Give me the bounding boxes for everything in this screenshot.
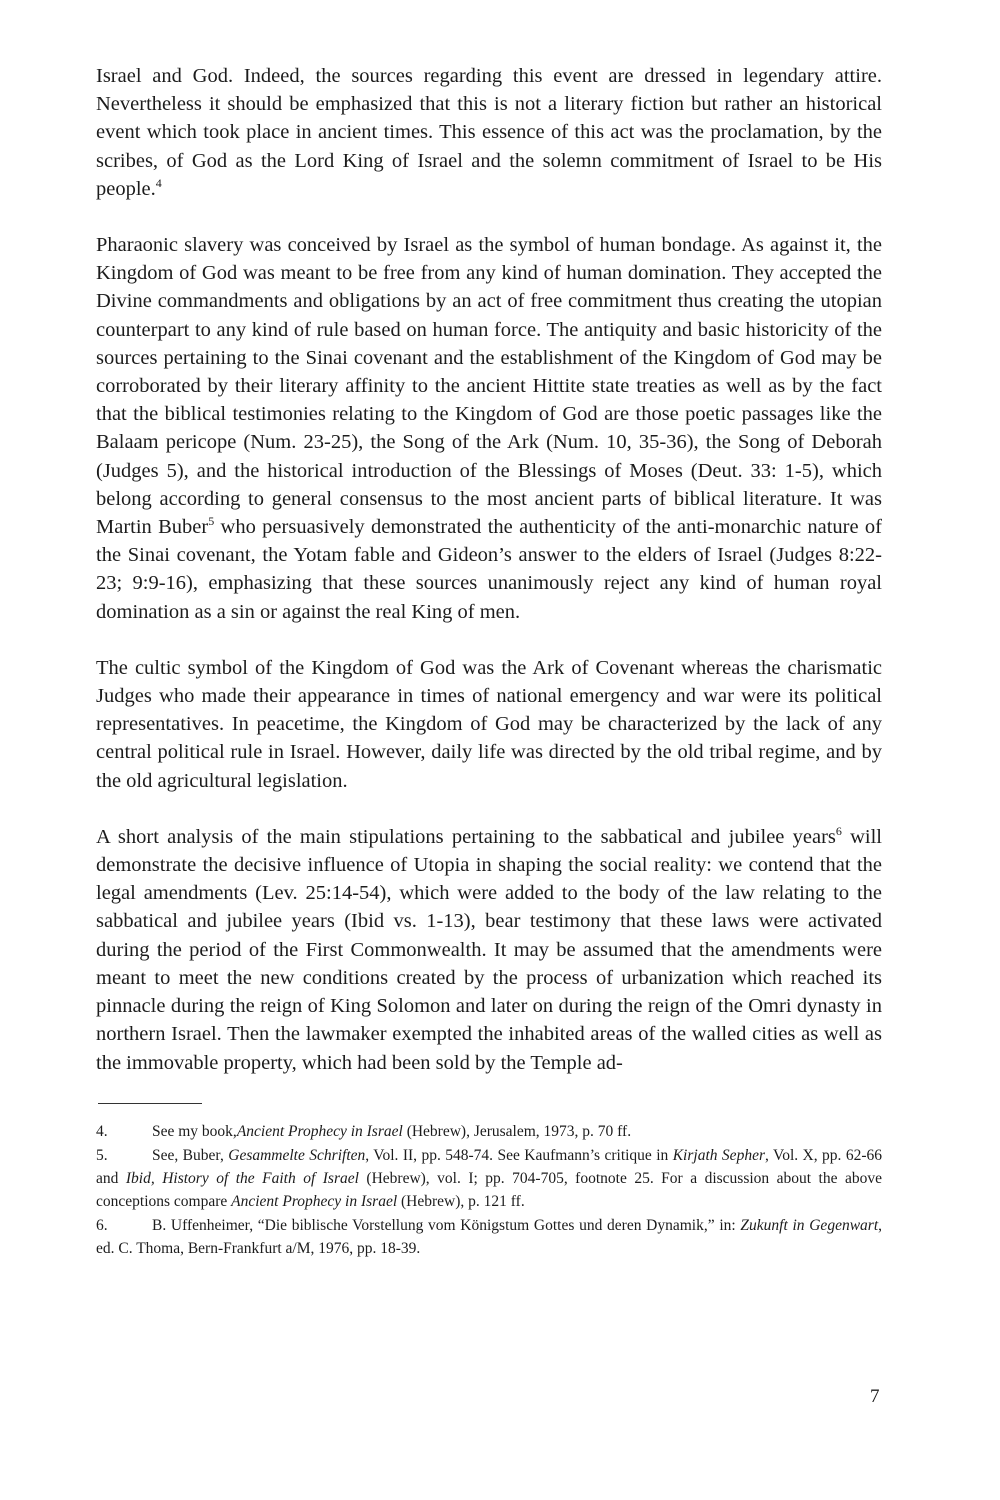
footnote-divider — [98, 1103, 202, 1104]
footnote-text: , ed. C. Thoma, Bern-Frankfurt a/M, 1976, pp. 18-39. — [96, 1216, 882, 1257]
footnote-title: Zukunft in Gegenwart — [740, 1216, 879, 1234]
footnote-number: 4. — [96, 1122, 108, 1140]
footnote-text: See my book, — [152, 1122, 237, 1140]
footnote-title: Gesammelte Schriften — [228, 1146, 366, 1164]
footnote-text: , Vol. II, pp. 548-74. See Kaufmann’s critique in — [365, 1146, 673, 1164]
paragraph-3 — [96, 654, 882, 795]
footnote-ref-6[interactable]: 6 — [835, 824, 842, 839]
footnotes — [96, 1120, 882, 1260]
footnote-title: Ibid, History of the Faith of Israel — [125, 1169, 359, 1187]
footnote-title: Ancient Prophecy in Israel — [231, 1192, 398, 1210]
footnote-text: B. Uffenheimer, “Die biblische Vorstellung vom Königstum Gottes und deren Dynamik,” in: — [152, 1216, 741, 1234]
footnote-text: (Hebrew), vol. I; pp. 704-705, footnote 25. For a discussion about the above conceptions compare — [96, 1169, 882, 1210]
paragraph-4 — [96, 823, 882, 1077]
page-number: 7 — [870, 1386, 880, 1407]
page-content — [96, 62, 882, 1261]
footnote-4 — [96, 1120, 882, 1143]
paragraph-4-text-a: A short analysis of the main stipulations pertaining to the sabbatical and jubilee years — [96, 825, 836, 848]
paragraph-3-text: The cultic symbol of the Kingdom of God was the Ark of Covenant whereas the charismatic Judges who made their appearance in times of national emergency and war were its political representatives. In peacetime, the Kingdom of God may be characterized by the lack of any central political rule in Israel. However, daily life was directed by the old tribal regime, and by the old agricultural legislation. — [96, 656, 882, 792]
footnote-text: See, Buber, — [152, 1146, 229, 1164]
paragraph-1 — [96, 62, 882, 203]
paragraph-2-text-a: Pharaonic slavery was conceived by Israel as the symbol of human bondage. As against it, the Kingdom of God was meant to be free from any kind of human domination. They accepted the Divine commandments and obligations by an act of free commitment thus creating the utopian counterpart to any kind of rule based on human force. The antiquity and basic historicity of the sources pertaining to the Sinai covenant and the establishment of the Kingdom of God may be corroborated by their literary affinity to the ancient Hittite state treaties as well as by the fact that the biblical testimonies relating to the Kingdom of God are those poetic passages like the Balaam pericope (Num. 23-25), the Song of the Ark (Num. 10, 35-36), the Song of Deborah (Judges 5), and the historical introduction of the Blessings of Moses (Deut. 33: 1-5), which belong according to general consensus to the most ancient parts of biblical literature. It was Martin Buber — [96, 234, 882, 539]
paragraph-2 — [96, 231, 882, 626]
footnote-text: (Hebrew), p. 121 ff. — [397, 1192, 525, 1210]
paragraph-4-text-b: will demonstrate the decisive influence of Utopia in shaping the social reality: we contend that the legal amendments (Lev. 25:14-54), which were added to the body of the law relating to the sabbatical and jubilee years (Ibid vs. 1-13), bear testimony that these laws were activated during the period of the First Commonwealth. It may be assumed that the amendments were meant to meet the new conditions created by the process of urbanization which reached its pinnacle during the reign of King Solomon and later on during the reign of the Omri dynasty in northern Israel. Then the lawmaker exempted the inhabited areas of the walled cities as well as the immovable property, which had been sold by the Temple ad- — [96, 825, 882, 1074]
footnote-title: Kirjath Sepher — [672, 1146, 765, 1164]
paragraph-2-text-b: who persuasively demonstrated the authenticity of the anti-monarchic nature of the Sinai covenant, the Yotam fable and Gideon’s answer to the elders of Israel (Judges 8:22-23; 9:9-16), emphasizing that these sources unanimously reject any kind of human royal domination as a sin or against the real King of men. — [96, 516, 882, 623]
footnote-number: 6. — [96, 1216, 108, 1234]
footnote-text: (Hebrew), Jerusalem, 1973, p. 70 ff. — [402, 1122, 632, 1140]
paragraph-1-text: Israel and God. Indeed, the sources regarding this event are dressed in legendary attire. Nevertheless it should be emphasized that this is not a literary fiction but rather an historical event which took place in ancient times. This essence of this act was the proclamation, by the scribes, of God as the Lord King of Israel and the solemn commitment of Israel to be His people. — [96, 65, 882, 200]
footnote-6 — [96, 1214, 882, 1260]
footnote-number: 5. — [96, 1146, 108, 1164]
footnote-ref-4[interactable]: 4 — [155, 175, 162, 190]
footnote-ref-5[interactable]: 5 — [208, 514, 215, 529]
footnote-5 — [96, 1144, 882, 1213]
footnote-text: , Vol. X, pp. 62-66 and — [96, 1146, 883, 1187]
footnote-title: Ancient Prophecy in Israel — [236, 1122, 403, 1140]
